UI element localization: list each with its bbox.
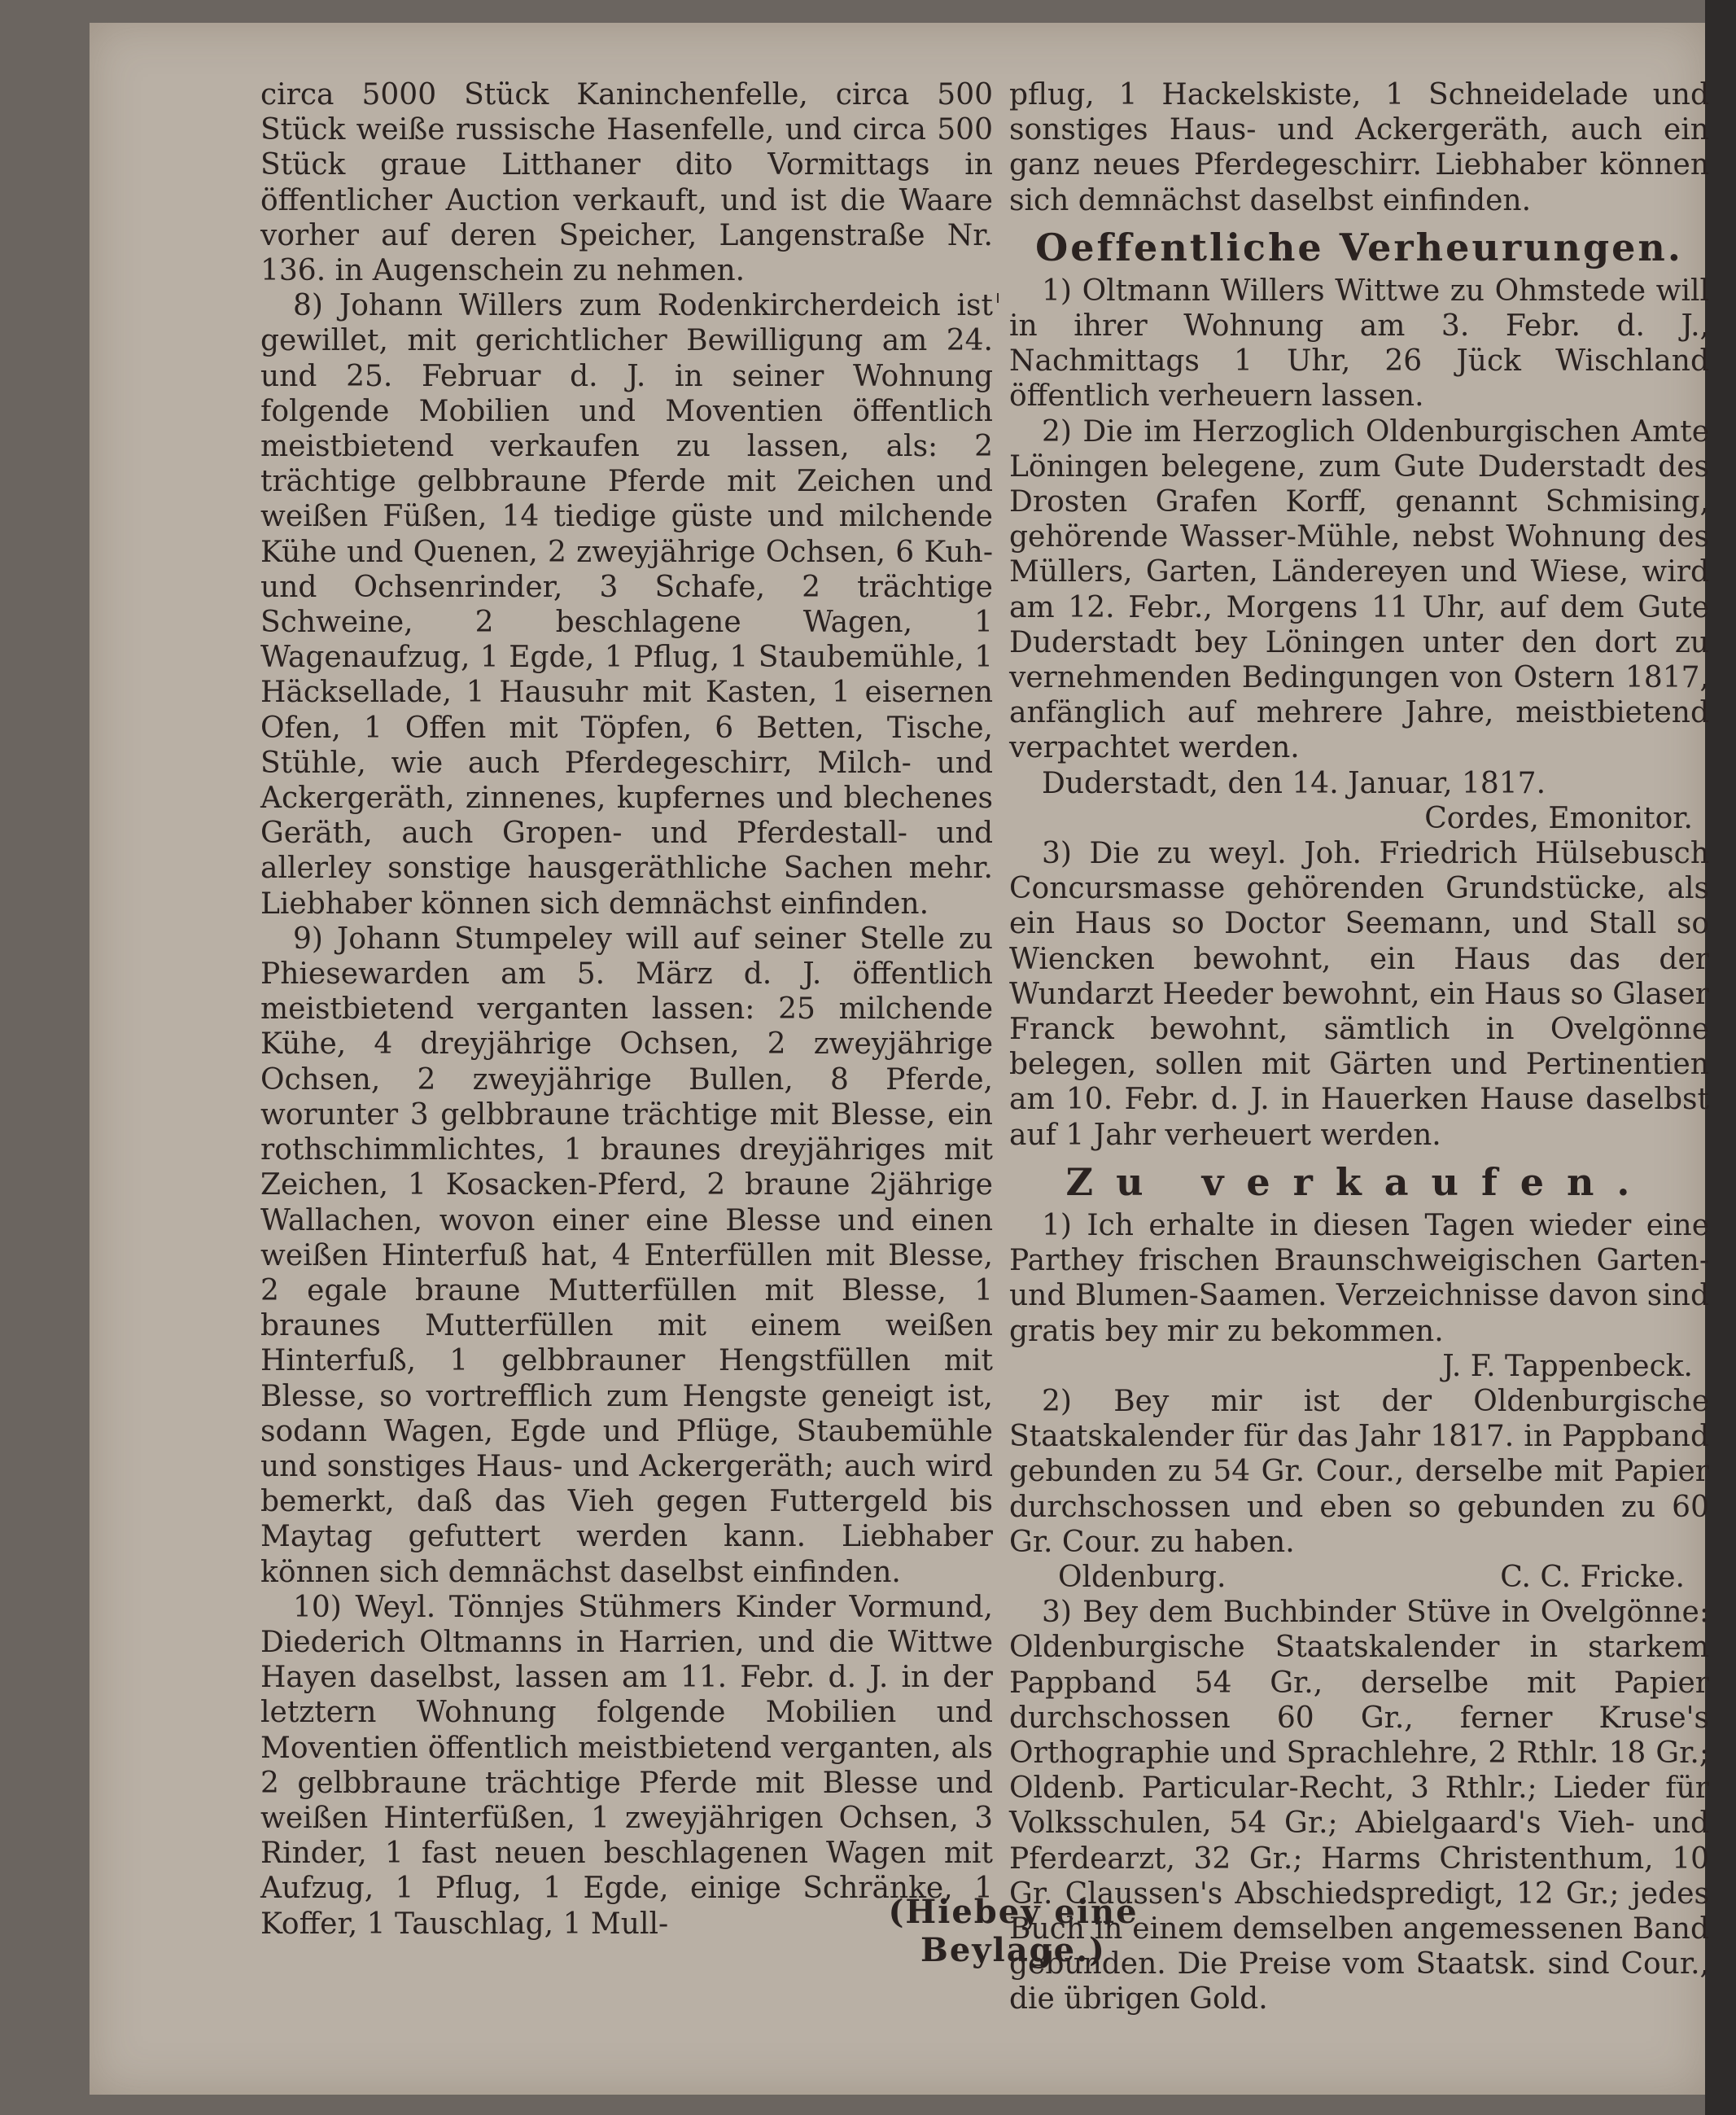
sale-item-3: 3) Bey dem Buchbinder Stüve in Ovelgönne: Oldenburgische Staatskalender in starkem Pappband 54 Gr., derselbe mit Papier durchschossen 60 Gr., ferner Kruse's Orthographie und Sprachlehre, 2 Rthlr. 18 Gr.; Oldenb. Particular-Recht, 3 Rthlr.; Lieder für Volksschulen, 54 Gr.; Abielgaard's Vieh- und Pferdearzt, 32 Gr.; Harms Christenthum, 10 Gr. Claussen's Abschiedspredigt, 12 Gr.; jedes Buch in einem demselben angemessenen Band gebunden. Die Preise vom Staatsk. sind Cour., die übrigen Gold. (1009, 1596, 1709, 2016)
paragraph-9: 9) Johann Stumpeley will auf seiner Stelle zu Phiesewarden am 5. März d. J. öffentlich meistbietend verganten lassen: 25 milchende Kühe, 4 dreyjährige Ochsen, 2 zweyjährige Ochsen, 2 zweyjährige Bullen, 8 Pferde, worunter 3 gelbbraune trächtige mit Blesse, ein rothschimmlichtes, 1 braunes dreyjähriges mit Zeichen, 1 Kosacken-Pferd, 2 braune 2jährige Wallachen, wovon einer eine Blesse und einen weißen Hinterfuß hat, 4 Enterfüllen mit Blesse, 2 egale braune Mutterfüllen mit Blesse, 1 braunes Mutterfüllen mit einem weißen Hinterfuß, 1 gelbbrauner Hengstfüllen mit Blesse, so vortrefflich zum Hengste geneigt ist, sodann Wagen, Egde und Pflüge, Staubemühle und sonstiges Haus- und Ackergeräth; auch wird bemerkt, daß das Vieh gegen Futtergeld bis Maytag gefuttert werden kann. Liebhaber können sich demnächst daselbst einfinden. (260, 922, 993, 1589)
column-divider (997, 293, 999, 303)
lease-item-2: 2) Die im Herzoglich Oldenburgischen Amte Löningen belegene, zum Gute Duderstadt des Drosten Grafen Korff, genannt Schmising, gehörende Wasser-Mühle, nebst Wohnung des Müllers, Garten, Ländereyen und Wiese, wird am 12. Febr., Morgens 11 Uhr, auf dem Gute Duderstadt bey Löningen unter den dort zu vernehmenden Bedingungen von Ostern 1817, anfänglich auf mehrere Jahre, meistbietend verpachtet werden. (1009, 414, 1709, 765)
sale-item-1-signature: J. F. Tappenbeck. (1442, 1349, 1693, 1383)
lease-item-2-signature: Cordes, Emonitor. (1424, 801, 1693, 835)
paragraph-continuation: pflug, 1 Hackelskiste, 1 Schneidelade und sonstiges Haus- und Ackergeräth, auch ein ganz neues Pferdegeschirr. Liebhaber können sich demnächst daselbst einfinden. (1009, 78, 1709, 217)
lease-item-3: 3) Die zu weyl. Joh. Friedrich Hülsebusch Concursmasse gehörenden Grundstücke, als ein Haus so Doctor Seemann, und Stall so Wiencken bewohnt, ein Haus das der Wundarzt Heeder bewohnt, ein Haus so Glaser Franck bewohnt, sämtlich in Ovelgönne belegen, sollen mit Gärten und Pertinentien am 10. Febr. d. J. in Hauerken Hause daselbst auf 1 Jahr verheuert werden. (1009, 837, 1709, 1152)
left-column (260, 77, 993, 1942)
right-column (1009, 77, 1709, 2017)
lease-item-2-place-date: Duderstadt, den 14. Januar, 1817. (1042, 766, 1546, 800)
heading-verkaufen: Zu verkaufen. (1065, 1159, 1653, 1204)
lease-item-1: 1) Oltmann Willers Wittwe zu Ohmstede will in ihrer Wohnung am 3. Febr. d. J., Nachmittags 1 Uhr, 26 Jück Wischland öffentlich verheuern lassen. (1009, 274, 1709, 414)
sale-item-2-signature: C. C. Fricke. (1500, 1560, 1685, 1594)
page-edge-shadow (1705, 0, 1736, 2115)
sale-item-2-place: Oldenburg. (1058, 1560, 1227, 1594)
sale-item-2: 2) Bey mir ist der Oldenburgische Staatskalender für das Jahr 1817. in Pappband gebunden zu 54 Gr. Cour., derselbe mit Papier durchschossen und eben so gebunden zu 60 Gr. Cour. zu haben. (1009, 1384, 1709, 1559)
sale-item-1: 1) Ich erhalte in diesen Tagen wieder eine Parthey frischen Braunschweigischen Garten- und Blumen-Saamen. Verzeichnisse davon sind gratis bey mir zu bekommen. (1009, 1208, 1710, 1348)
sale-item-2-sign-line (1009, 1560, 1709, 1595)
paragraph-10: 10) Weyl. Tönnjes Stühmers Kinder Vormund, Diederich Oltmanns in Harrien, und die Wittwe Hayen daselbst, lassen am 11. Febr. d. J. in der letztern Wohnung folgende Mobilien und Moventien öffentlich meistbietend verganten, als 2 gelbbraune trächtige Pferde mit Blesse und weißen Hinterfüßen, 1 zweyjährigen Ochsen, 3 Rinder, 1 fast neuen beschlagenen Wagen mit Aufzug, 1 Pflug, 1 Egde, einige Schränke, 1 Koffer, 1 Tauschlag, 1 Mull- (260, 1590, 993, 1941)
paragraph-intro: circa 5000 Stück Kaninchenfelle, circa 500 Stück weiße russische Hasenfelle, und circa 500 Stück graue Litthaner dito Vormittags in öffentlicher Auction verkauft, und ist die Waare vorher auf deren Speicher, Langenstraße Nr. 136. in Augenschein zu nehmen. (260, 78, 993, 288)
heading-verheurungen: Oeffentliche Verheurungen. (1035, 225, 1683, 269)
paragraph-8: 8) Johann Willers zum Rodenkircherdeich ist gewillet, mit gerichtlicher Bewilligung am 24. und 25. Februar d. J. in seiner Wohnung folgende Mobilien und Moventien öffentlich meistbietend verkaufen zu lassen, als: 2 trächtige gelbbraune Pferde mit Zeichen und weißen Füßen, 14 tiedige güste und milchende Kühe und Quenen, 2 zweyjährige Ochsen, 6 Kuh- und Ochsenrinder, 3 Schafe, 2 trächtige Schweine, 2 beschlagene Wagen, 1 Wagenaufzug, 1 Egde, 1 Pflug, 1 Staubemühle, 1 Häcksellade, 1 Hausuhr mit Kasten, 1 eisernen Ofen, 1 Offen mit Töpfen, 6 Betten, Tische, Stühle, wie auch Pferdegeschirr, Milch- und Ackergeräth, zinnenes, kupfernes und blechenes Geräth, auch Gropen- und Pferdestall- und allerley sonstige hausgeräthliche Sachen mehr. Liebhaber können sich demnächst einfinden. (260, 289, 993, 921)
supplement-note: (Hiebey eine Beylage.) (888, 1893, 1139, 1969)
